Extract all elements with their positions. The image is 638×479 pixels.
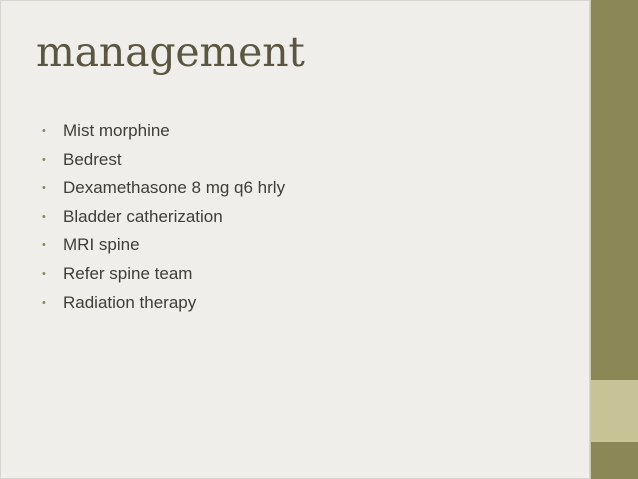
list-item-text: Radiation therapy	[63, 292, 197, 312]
slide-title: management	[36, 28, 305, 76]
list-item	[41, 174, 561, 203]
list-item	[41, 203, 561, 232]
bullet-list	[41, 117, 561, 317]
list-item-text: Refer spine team	[63, 263, 193, 283]
list-item	[41, 117, 561, 146]
bullet-dot-icon: •	[42, 239, 46, 252]
list-item	[41, 231, 561, 260]
bullet-dot-icon: •	[42, 182, 46, 195]
list-item	[41, 260, 561, 289]
list-item	[41, 146, 561, 175]
slide-sidebar-accent-band	[591, 380, 638, 442]
bullet-dot-icon: •	[42, 267, 46, 280]
bullet-dot-icon: •	[42, 210, 46, 223]
bullet-dot-icon: •	[42, 296, 46, 309]
list-item-text: Bedrest	[63, 149, 122, 169]
bullet-dot-icon: •	[42, 125, 46, 137]
bullet-dot-icon: •	[42, 153, 46, 166]
list-item-text: Bladder catherization	[63, 206, 223, 226]
list-item-text: Dexamethasone 8 mg q6 hrly	[63, 178, 286, 198]
list-item-text: MRI spine	[63, 235, 140, 255]
list-item-text: Mist morphine	[63, 121, 170, 140]
list-item	[41, 289, 561, 318]
